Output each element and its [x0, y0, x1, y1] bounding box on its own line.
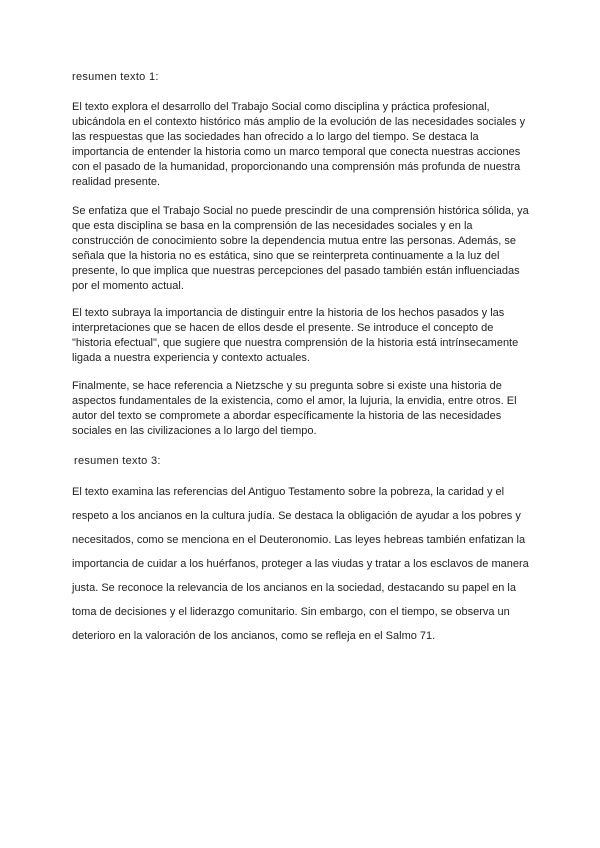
section-1-paragraph-4: Finalmente, se hace referencia a Nietzsche y su pregunta sobre si existe una historia de aspectos fundamentales de la existencia, como el amor, la lujuria, la envidia, entre otros. El autor del texto se compromete a abordar específicamente la historia de las necesidades sociales en las civilizaciones a lo largo del tiempo.	[72, 380, 517, 437]
section-2-title: resumen texto 3:	[74, 455, 161, 467]
section-1-paragraph-3: El texto subraya la importancia de distinguir entre la historia de los hechos pasados y las interpretaciones que se hacen de ellos desde el presente. Se introduce el concepto de "historia efectual", que sugiere que nuestra comprensión de la historia está intrínsecamente ligada a nuestra experiencia y contexto actuales.	[72, 307, 519, 364]
section-1-paragraph-1: El texto explora el desarrollo del Trabajo Social como disciplina y práctica profesional, ubicándola en el contexto histórico más amplio de la evolución de las necesidades sociales y las respuestas que las sociedades han ofrecido a lo largo del tiempo. Se destaca la importancia de entender la historia como un marco temporal que conecta nuestras acciones con el pasado de la humanidad, proporcionando una comprensión más profunda de nuestra realidad presente.	[72, 101, 526, 188]
section-1-title: resumen texto 1:	[72, 71, 159, 83]
section-1-paragraph-2: Se enfatiza que el Trabajo Social no puede prescindir de una comprensión histórica sólida, ya que esta disciplina se basa en la comprensión de las necesidades sociales y en la construcción de conocimiento sobre la dependencia mutua entre las personas. Además, se señala que la historia no es estática, sino que se reinterpreta continuamente a la luz del presente, lo que implica que nuestras percepciones del pasado también están influenciadas por el momento actual.	[72, 205, 529, 292]
section-2-paragraph: El texto examina las referencias del Antiguo Testamento sobre la pobreza, la caridad y el respeto a los ancianos en la cultura judía. Se destaca la obligación de ayudar a los pobres y necesitados, como se menciona en el Deuteronomio. Las leyes hebreas también enfatizan la importancia de cuidar a los huérfanos, proteger a las viudas y tratar a los esclavos de manera justa. Se reconoce la relevancia de los ancianos en la sociedad, destacando su papel en la toma de decisiones y el liderazgo comunitario. Sin embargo, con el tiempo, se observa un deterioro en la valoración de los ancianos, como se refleja en el Salmo 71.	[72, 486, 529, 642]
